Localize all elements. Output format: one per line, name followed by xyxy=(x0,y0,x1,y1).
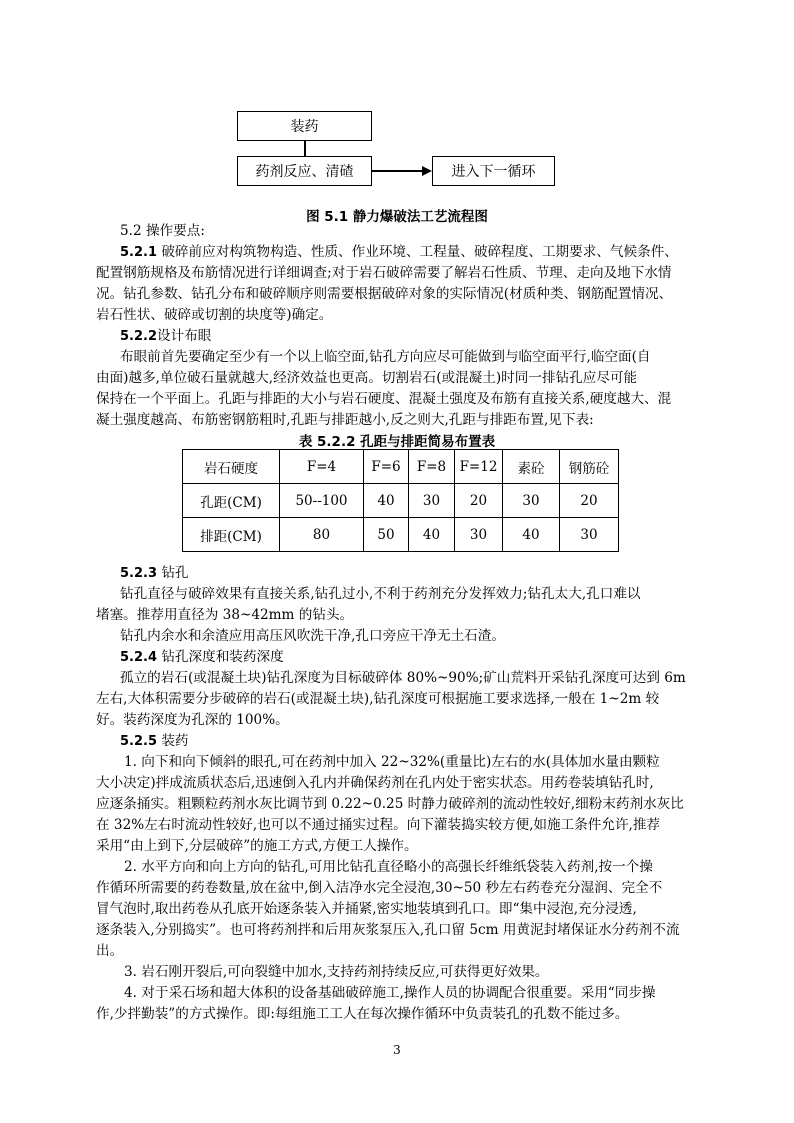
table-cell: 30 xyxy=(409,484,455,518)
table-cell: 50 xyxy=(364,518,409,552)
section-number: 5.2.3 xyxy=(120,566,158,581)
table-cell: 40 xyxy=(409,518,455,552)
table-cell: 30 xyxy=(455,518,503,552)
flow-connector-vertical xyxy=(304,141,306,157)
table-cell: 40 xyxy=(364,484,409,518)
section-number: 5.2.5 xyxy=(120,734,158,749)
subsection-title: 钻孔 xyxy=(157,565,189,581)
subsection-heading xyxy=(120,647,284,668)
item-2-line: 冒气泡时,取出药卷从孔底开始逐条装入并捅紧,密实地装填到孔口。即“集中浸泡,充分浸透, xyxy=(96,901,637,917)
subsection-heading xyxy=(120,563,189,584)
flow-box-charge-label: 装药 xyxy=(290,119,319,135)
item-1-line: 采用“由上到下,分层破碎”的施工方式,方便工人操作。 xyxy=(96,838,418,854)
subsection-heading xyxy=(120,731,189,752)
paragraph-5-2-1-line: 岩石性状、破碎或切割的块度等)确定。 xyxy=(96,307,333,323)
paragraph-5-2-2-line: 凝土强度越高、布筋密钢筋粗时,孔距与排距越小,反之则大,孔距与排距布置,见下表: xyxy=(96,412,594,428)
paragraph-5-2-3-line: 钻孔内余水和余渣应用高压风吹洗干净,孔口旁应干净无土石渣。 xyxy=(120,628,505,644)
spacing-table xyxy=(182,449,619,552)
paragraph-5-2-4-line: 好。装药深度为孔深的 100%。 xyxy=(96,712,289,728)
table-row xyxy=(183,484,619,518)
page-number: 3 xyxy=(393,1043,401,1057)
table-cell: 孔距(CM) xyxy=(183,484,280,518)
figure-caption: 图 5.1 静力爆破法工艺流程图 xyxy=(306,209,488,225)
section-heading: 5.2 操作要点: xyxy=(120,223,205,239)
item-1-line: 1. 向下和向下倾斜的眼孔,可在药剂中加入 22~32%(重量比)左右的水(具体加水量由颗粒 xyxy=(124,754,660,770)
table-header-row xyxy=(183,450,619,484)
subsection-title: 设计布眼 xyxy=(157,328,212,344)
subsection-title: 装药 xyxy=(157,733,189,749)
flow-box-next-label: 进入下一循环 xyxy=(451,164,536,180)
table-cell: 30 xyxy=(503,484,560,518)
paragraph-5-2-1-line xyxy=(120,242,678,263)
flow-box-next xyxy=(432,156,555,186)
table-cell: 40 xyxy=(503,518,560,552)
flow-arrowhead-icon xyxy=(422,166,432,176)
flow-box-reaction xyxy=(237,156,372,186)
paragraph-5-2-2-line: 由面)越多,单位破石量就越大,经济效益也更高。切割岩石(或混凝土)时同一排钻孔应尽可能 xyxy=(96,370,638,386)
table-caption: 表 5.2.2 孔距与排距简易布置表 xyxy=(298,434,496,450)
paragraph-5-2-3-line: 钻孔直径与破碎效果有直接关系,钻孔过小,不利于药剂充分发挥效力;钻孔太大,孔口难以 xyxy=(120,586,641,602)
paragraph-5-2-2-line: 布眼前首先要确定至少有一个以上临空面,钻孔方向应尽可能做到与临空面平行,临空面(自 xyxy=(120,349,651,365)
item-1-line: 在 32%左右时流动性较好,也可以不通过捅实过程。向下灌装捣实较方便,如施工条件允许,推荐 xyxy=(96,817,661,833)
flow-box-charge xyxy=(237,111,372,141)
item-2-line: 出。 xyxy=(96,943,124,959)
paragraph-5-2-1-line: 配置钢筋规格及布筋情况进行详细调查;对于岩石破碎需要了解岩石性质、节理、走向及地下水情 xyxy=(96,265,672,281)
subsection-heading xyxy=(120,326,211,347)
section-number: 5.2.2 xyxy=(120,329,158,344)
table-cell: F=6 xyxy=(364,450,409,484)
subsection-title: 钻孔深度和装药深度 xyxy=(157,649,284,665)
section-number: 5.2.4 xyxy=(120,650,158,665)
table-cell: 20 xyxy=(455,484,503,518)
item-2-line: 作循环所需要的药卷数量,放在盆中,倒入洁净水完全浸泡,30~50 秒左右药卷充分湿润、完全不 xyxy=(96,880,663,896)
table-cell: F=8 xyxy=(409,450,455,484)
table-cell: 50--100 xyxy=(280,484,364,518)
paragraph-text: 破碎前应对构筑物构造、性质、作业环境、工程量、破碎程度、工期要求、气候条件、 xyxy=(157,244,678,260)
table-cell: 20 xyxy=(560,484,619,518)
paragraph-5-2-3-line: 堵塞。推荐用直径为 38~42mm 的钻头。 xyxy=(96,607,354,623)
table-cell: F=12 xyxy=(455,450,503,484)
table-cell: 排距(CM) xyxy=(183,518,280,552)
item-1-line: 应逐条捅实。粗颗粒药剂水灰比调节到 0.22~0.25 时静力破碎剂的流动性较好,细粉末药剂水灰比 xyxy=(96,796,684,812)
table-cell: 30 xyxy=(560,518,619,552)
flow-box-reaction-label: 药剂反应、清碴 xyxy=(255,164,354,180)
item-1-line: 大小决定)拌成流质状态后,迅速倒入孔内并确保药剂在孔内处于密实状态。用药卷装填钻孔时, xyxy=(96,775,654,791)
table-cell: 素砼 xyxy=(503,450,560,484)
section-number: 5.2.1 xyxy=(120,245,158,260)
table-cell: F=4 xyxy=(280,450,364,484)
item-2-line: 逐条装入,分别捣实”。也可将药剂拌和后用灰浆泵压入,孔口留 5cm 用黄泥封堵保证水分药剂不流 xyxy=(96,922,680,938)
item-2-line: 2. 水平方向和向上方向的钻孔,可用比钻孔直径略小的高强长纤维纸袋装入药剂,按一个操 xyxy=(124,859,653,875)
item-4-line: 4. 对于采石场和超大体积的设备基础破碎施工,操作人员的协调配合很重要。采用“同步操 xyxy=(124,985,656,1001)
item-3-line: 3. 岩石刚开裂后,可向裂缝中加水,支持药剂持续反应,可获得更好效果。 xyxy=(124,964,549,980)
table-cell: 钢筋砼 xyxy=(560,450,619,484)
flow-arrow-line xyxy=(372,170,424,172)
table-cell: 岩石硬度 xyxy=(183,450,280,484)
table-row xyxy=(183,518,619,552)
table-cell: 80 xyxy=(280,518,364,552)
item-4-line: 作,少拌勤装”的方式操作。即:每组施工工人在每次操作循环中负责装孔的孔数不能过多。 xyxy=(96,1006,629,1022)
paragraph-5-2-2-line: 保持在一个平面上。孔距与排距的大小与岩石硬度、混凝土强度及布筋有直接关系,硬度越大、混 xyxy=(96,391,672,407)
paragraph-5-2-4-line: 左右,大体积需要分步破碎的岩石(或混凝土块),钻孔深度可根据施工要求选择,一般在 1~2m 较 xyxy=(96,691,660,707)
paragraph-5-2-1-line: 况。钻孔参数、钻孔分布和破碎顺序则需要根据破碎对象的实际情况(材质种类、钢筋配置情况、 xyxy=(96,286,673,302)
paragraph-5-2-4-line: 孤立的岩石(或混凝土块)钻孔深度为目标破碎体 80%~90%;矿山荒料开采钻孔深度可达到 6m xyxy=(120,670,686,686)
